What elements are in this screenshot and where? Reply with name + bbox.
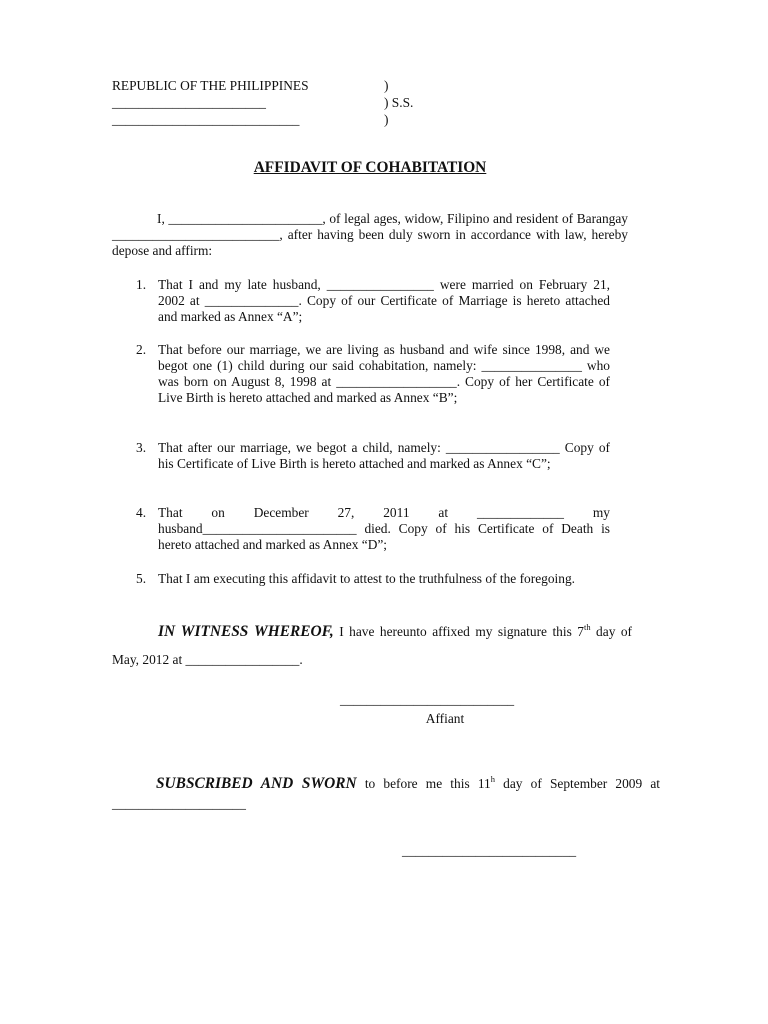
venue-row-country xyxy=(112,78,412,95)
venue-paren: ) xyxy=(384,78,389,93)
affiant-label: Affiant xyxy=(425,711,465,726)
venue-blank-line: _______________________ xyxy=(112,95,266,110)
venue-blank-line: ____________________________ xyxy=(112,112,300,127)
jurat-ordinal-suffix: h xyxy=(490,774,495,784)
jurat-text: to before me this 11 xyxy=(356,776,491,791)
list-item-text: That after our marriage, we begot a child, namely: _________________ Copy of his Certificate of Live Birth is hereto attached and marked as Annex “C”; xyxy=(158,440,610,471)
intro-paragraph: I, _______________________, of legal ages, widow, Filipino and resident of Barangay _________________________, after having been duly sworn in accordance with law, hereby depose and affirm: xyxy=(112,211,628,258)
jurat-paragraph xyxy=(112,774,660,814)
list-item-text: That before our marriage, we are living as husband and wife since 1998, and we begot one (1) child during our said cohabitation, namely: _______________ who was born on August 8, 1998 at __________________. Copy of her Certificate of Live Birth is hereto attached and marked as Annex “B”; xyxy=(158,342,610,405)
jurat-heading: SUBSCRIBED AND SWORN xyxy=(156,775,357,792)
venue-block xyxy=(112,78,412,129)
witness-text-continued: day of May, 2012 at _________________. xyxy=(112,624,633,667)
venue-row-ss xyxy=(112,95,412,112)
witness-ordinal-suffix: th xyxy=(583,622,591,632)
venue-row-blank xyxy=(112,112,412,129)
list-item-text: That on December 27, 2011 at _____________ my husband_______________________ died. Copy of his Certificate of Death is hereto attached and marked as Annex “D”; xyxy=(158,505,610,552)
list-item-number: 5. xyxy=(136,571,147,586)
list-item-text: That I am executing this affidavit to attest to the truthfulness of the foregoing. xyxy=(158,571,575,586)
venue-country: REPUBLIC OF THE PHILIPPINES xyxy=(112,78,309,93)
notary-signature-line: __________________________ xyxy=(402,843,577,858)
venue-ss: ) S.S. xyxy=(384,95,414,110)
jurat-text-continued: day of September 2009 at ____________________ xyxy=(112,776,660,811)
document-title: AFFIDAVIT OF COHABITATION xyxy=(253,159,487,176)
venue-paren: ) xyxy=(384,112,389,127)
witness-paragraph xyxy=(112,618,632,674)
list-item-number: 4. xyxy=(136,505,147,520)
list-item-number: 3. xyxy=(136,440,147,455)
list-item-number: 1. xyxy=(136,277,147,292)
list-item-text: That I and my late husband, ________________ were married on February 21, 2002 at ______________. Copy of our Certificate of Marriage is hereto attached and marked as Annex “A”; xyxy=(158,277,610,324)
witness-text: I have hereunto affixed my signature this 7 xyxy=(333,624,584,639)
witness-heading: IN WITNESS WHEREOF, xyxy=(158,623,334,640)
affiant-signature-line: __________________________ xyxy=(340,692,515,707)
list-item-number: 2. xyxy=(136,342,147,357)
